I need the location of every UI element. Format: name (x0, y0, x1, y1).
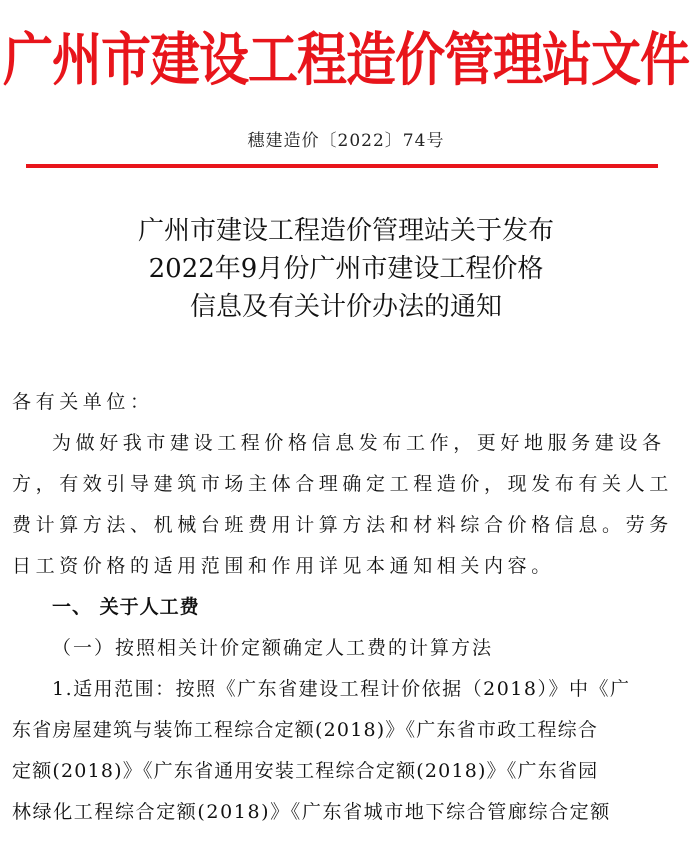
document-number: 穗建造价〔2022〕74号 (247, 131, 445, 151)
title-line: 广州市建设工程造价管理站关于发布 (137, 216, 554, 246)
notice-body (12, 382, 676, 833)
paragraph-line: 为做好我市建设工程价格信息发布工作，更好地服务建设各 (52, 432, 666, 454)
section-heading: 一、 关于人工费 (52, 596, 200, 618)
paragraph-line: 方，有效引导建筑市场主体合理确定工程造价，现发布有关人工 (12, 473, 673, 495)
paragraph-line: 东省房屋建筑与装饰工程综合定额(2018)》《广东省市政工程综合 (12, 719, 599, 741)
title-line: 信息及有关计价办法的通知 (189, 292, 502, 322)
title-line: 2022年9月份广州市建设工程价格 (148, 254, 544, 284)
red-divider (26, 164, 658, 168)
salutation: 各有关单位： (12, 391, 154, 413)
subsection-heading: （一）按照相关计价定额确定人工费的计算方法 (52, 637, 494, 659)
paragraph-line: 日工资价格的适用范围和作用详见本通知相关内容。 (12, 555, 555, 577)
document-masthead: 广州市建设工程造价管理站文件 (3, 26, 689, 94)
notice-title (0, 212, 692, 326)
paragraph-line: 林绿化工程综合定额(2018)》《广东省城市地下综合管廊综合定额 (12, 801, 611, 823)
paragraph-line: 定额(2018)》《广东省通用安装工程综合定额(2018)》《广东省园 (12, 760, 599, 782)
paragraph-line: 费计算方法、机械台班费用计算方法和材料综合价格信息。劳务 (12, 514, 673, 536)
paragraph-line: 1.适用范围：按照《广东省建设工程计价依据（2018）》中《广 (52, 678, 631, 700)
